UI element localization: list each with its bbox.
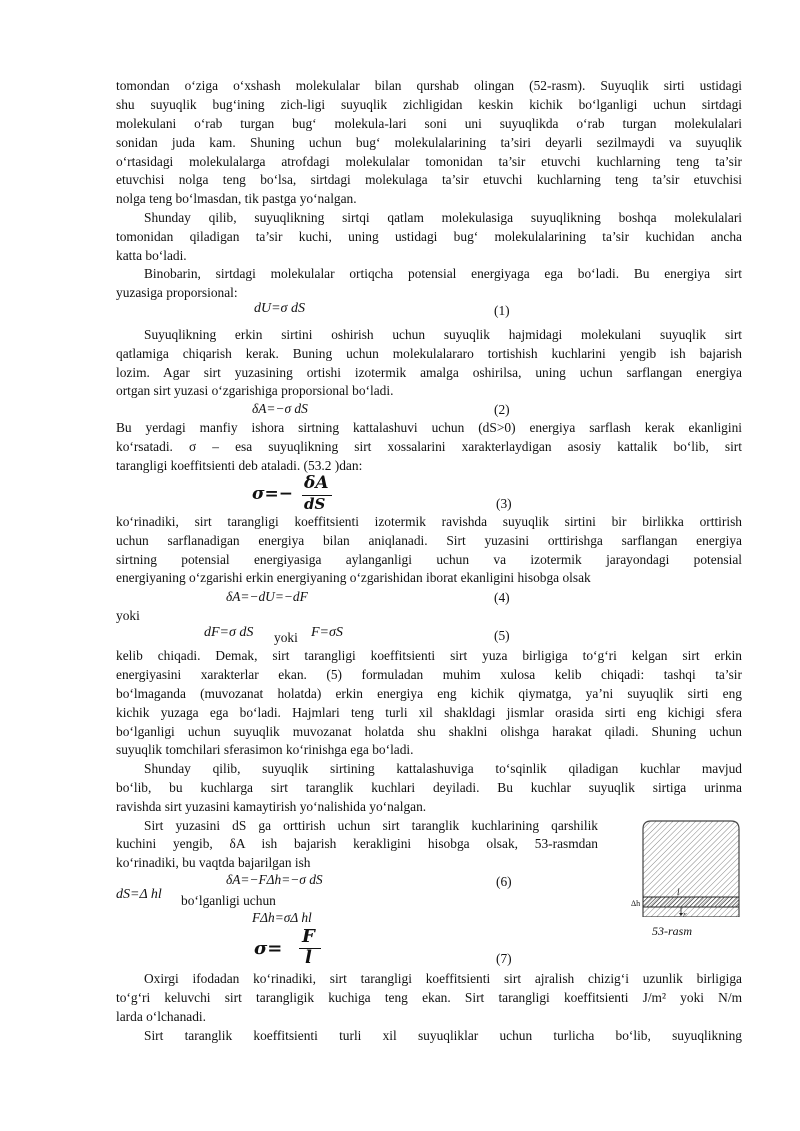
text-line: lozim. Agar sirt yuzasining ortishi izotermik amalga oshirilsa, uning uchun sarflangan energiya (116, 365, 742, 380)
text-line: ko‘rsatadi. σ – esa suyuqlikning sirt xossalarini xarakterlaydigan asosiy kattalik bo‘lib, sirt (116, 439, 742, 454)
text-line: ko‘rinadiki, bu vaqtda bajarilgan ish (116, 855, 311, 870)
text-line: bo‘lganligi uchun suyuqlik muvozanat holatda shu shaklni olishga harakat qiladi. Shuning uchun (116, 724, 742, 739)
text-line: yoki (116, 608, 140, 623)
text-line: tomonidan qiladigan ta’sir kuchi, uning ustidagi bug‘ molekulalarining ta’sir kuchidan ancha (116, 229, 742, 244)
text-line: Sirt taranglik koeffitsienti turli xil suyuqliklar uchun turlicha bo‘lib, suyuqlikning (144, 1028, 742, 1043)
text-line: etuvchisi nolga teng bo‘lsa, sirtdagi molekulaga ta’sir etuvchi kuchlarning teng ta’sir etuvchisi (116, 172, 742, 187)
text-line: energiyaning o‘zgarishi erkin energiyaning o‘zgarishidan iborat ekanligini hisobga olsak (116, 570, 591, 585)
text-line: larda o‘lchanadi. (116, 1009, 206, 1024)
equation-number: (1) (494, 303, 510, 318)
text-line: bo‘lganligi uchun (181, 893, 276, 908)
text-line: Bu yerdagi manfiy ishora sirtning kattalashuvi uchun (dS>0) energiya sarflash kerak ekanligini (116, 420, 742, 435)
text-line: kichik yuzaga ega bo‘ladi. Hajmlari teng turli xil shakldagi jismlar orasida sirti eng kichigi sfera (116, 705, 742, 720)
equation-number: (5) (494, 628, 510, 643)
text-line: sirtning potensial energiyasiga aylanganligi uchun va izotermik jarayondagi potensial (116, 552, 742, 567)
text-line: Oxirgi ifodadan ko‘rinadiki, sirt tarangligi koeffitsienti sirt ajralish chizig‘i uzunlik birligiga (144, 971, 742, 986)
text-line: yuzasiga proporsional: (116, 285, 238, 300)
text-line: Binobarin, sirtdagi molekulalar ortiqcha potensial energiyaga ega bo‘ladi. Bu energiya sirt (144, 266, 742, 281)
eq7-numerator: F (302, 926, 315, 947)
text-line: bo‘lib, bu kuchlarga sirt taranglik kuchlari deyiladi. Bu kuchlar suyuqlik sirtiga urinma (116, 780, 742, 795)
text-line: katta bo‘ladi. (116, 248, 187, 263)
text-line: ortgan sirt yuzasi o‘zgarishiga proporsional bo‘ladi. (116, 383, 394, 398)
equation-number: (6) (496, 874, 512, 889)
equation-fdh: FΔh=σΔ hl (252, 910, 312, 925)
text-line: suyuqlik tomchilari sferasimon ko‘rinishga ega bo‘ladi. (116, 742, 414, 757)
text-line: molekulani o‘rab turgan bug‘ molekula-lari soni uni suyuqlikda o‘rab turgan molekulalari (116, 116, 742, 131)
text-line: shu suyuqlik bug‘ining zich-ligi suyuqlik zichligidan keskin kichik bo‘lganligi uchun sirtdagi (116, 97, 742, 112)
text-line: Sirt yuzasini dS ga orttirish uchun sirt taranglik kuchlarining qarshilik (144, 818, 598, 833)
equation-2: δA=−σ dS (252, 401, 308, 416)
text-line: ravishda sirt yuzasini kamaytirish yo‘nalishida yo‘nalgan. (116, 799, 427, 814)
film-strip (643, 897, 739, 907)
dh-label: Δh (631, 899, 641, 908)
text-line: kelib chiqadi. Demak, sirt tarangligi koeffitsienti sirt yuza birligiga to‘g‘ri kelgan sirt erkin (116, 648, 742, 663)
text-line: nolga teng bo‘lmasdan, tik pastga yo‘nalgan. (116, 191, 357, 206)
text-line: to‘g‘ri keluvchi sirt tarangligik kuchiga teng ekan. Sirt tarangligi koeffitsienti J/m² yoki N/m (116, 990, 742, 1005)
equation-7 (254, 928, 334, 970)
equation-1: dU=σ dS (254, 301, 305, 316)
f-label: F (683, 913, 687, 919)
text-line: sonidan juda kam. Shuning uchun bug‘ molekulalarining ta’siri deyarli sezilmaydi va suyuqlik (116, 135, 742, 150)
equation-connector: yoki (274, 630, 298, 645)
equation-number: (2) (494, 402, 510, 417)
equation-6: δA=−FΔh=−σ dS (226, 872, 323, 887)
equation-number: (4) (494, 590, 510, 605)
eq3-numerator: δA (304, 473, 329, 493)
eq3-lhs: σ=− (252, 484, 294, 504)
text-line: ko‘rinadiki, sirt tarangligi koeffitsienti izotermik ravishda suyuqlik sirtini bir birlikka orttirish (116, 514, 742, 529)
figure-caption: 53-rasm (652, 924, 693, 938)
equation-3 (252, 473, 342, 516)
text-line: Shunday qilib, suyuqlik sirtining kattalashuviga to‘sqinlik qiladigan kuchlar mavjud (144, 761, 742, 776)
equation-ds: dS=Δ hl (116, 887, 162, 902)
equation-number: (3) (496, 496, 512, 511)
eq3-denominator: dS (304, 495, 326, 513)
eq7-lhs: σ= (254, 938, 283, 959)
equation-number: (7) (496, 951, 512, 966)
text-line: qatlamiga chiqarish kerak. Buning uchun molekulalararo tortishish kuchlarini yengib ish bajarish (116, 346, 742, 361)
equation-4: δA=−dU=−dF (226, 589, 308, 604)
text-line: o‘rtasidagi molekulalarga atrofdagi molekulalar tomonidan ta’sir etuvchi kuchlarning teng ta’sir (116, 154, 742, 169)
text-line: Suyuqlikning erkin sirtini oshirish uchun suyuqlik hajmidagi molekulani suyuqlik sirt (144, 327, 742, 342)
text-line: energiyasini xarakterlar ekan. (5) formuladan muhim xulosa kelib chiqadi: tashqi ta’sir (116, 667, 742, 682)
l-label: l (677, 887, 680, 897)
figure-53 (641, 819, 741, 917)
text-line: kuchini yengib, δA ish bajarish kerakligini hisobga olsak, 53-rasmdan (116, 836, 598, 851)
text-line: tomondan o‘ziga o‘xshash molekulalar bilan qurshab olingan (52-rasm). Suyuqlik sirti ustidagi (116, 78, 742, 93)
text-line: uchun sarflanadigan energiya bilan aniqlanadi. Sirt yuzasini orttirishga sarflangan energiya (116, 533, 742, 548)
eq7-denominator: l (305, 947, 312, 968)
text-line: bo‘lmaganda (muvozanat holatda) erkin energiya eng kichik qiymatga, ya’ni suyuqlik sirti eng (116, 686, 742, 701)
text-line: Shunday qilib, suyuqlikning sirtqi qatlam molekulasiga suyuqlikning boshqa molekulalari (144, 210, 742, 225)
text-line: tarangligi koeffitsienti deb ataladi. (53.2 )dan: (116, 458, 363, 473)
equation-5a: dF=σ dS (204, 625, 254, 640)
equation-5b: F=σS (311, 625, 343, 640)
